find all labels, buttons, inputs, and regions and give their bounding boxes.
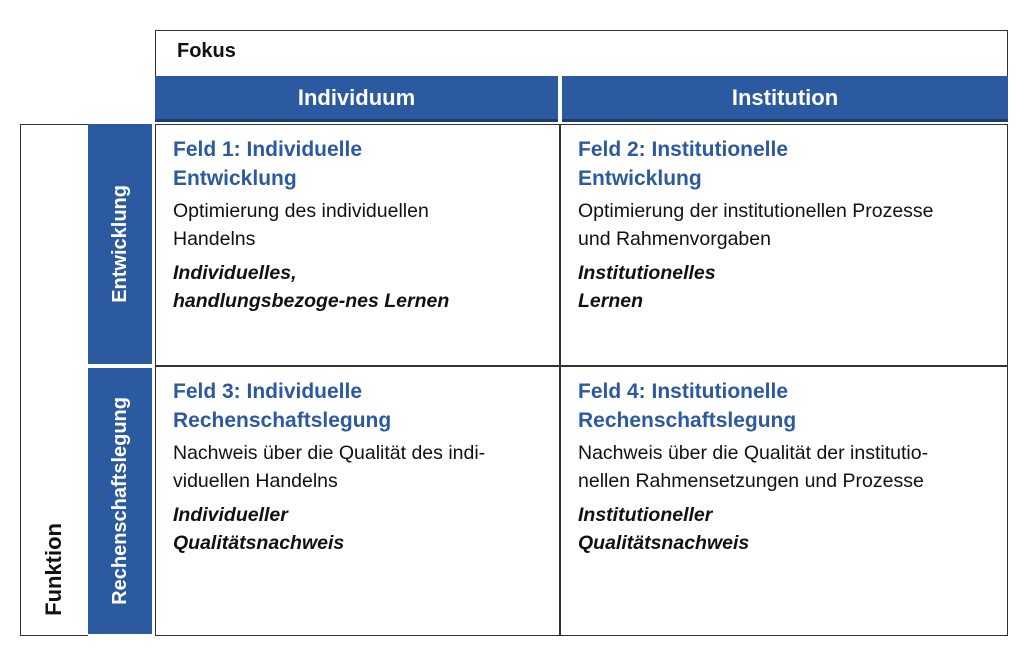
field-learning: Individueller Qualitätsnachweis: [173, 504, 345, 554]
field-description: Optimierung der institutionellen Prozesse und Rahmenvorgaben: [578, 200, 934, 250]
field-learning: Individuelles, handlungsbezoge-nes Lernen: [173, 262, 450, 312]
column-header-individuum: [155, 76, 558, 122]
row-header-entwicklung: [88, 124, 152, 364]
field-title: Feld 1: Individuelle Entwicklung: [173, 138, 363, 190]
column-header-label: Individuum: [297, 84, 416, 110]
fokus-label: Fokus: [177, 40, 236, 62]
field-description: Optimierung des individuellen Handelns: [173, 200, 429, 250]
field-learning: Institutioneller Qualitätsnachweis: [578, 504, 750, 554]
column-header-label: Institution: [731, 84, 839, 110]
field-title: Feld 4: Institutionelle Rechenschaftslegung: [578, 380, 797, 432]
field-description: Nachweis über die Qualität der institutio- nellen Rahmensetzungen und Prozesse: [578, 442, 929, 492]
row-header-label: Entwicklung: [108, 185, 131, 303]
field-cell-1: [155, 124, 560, 366]
row-header-rechenschaftslegung: [88, 368, 152, 634]
fokus-header-box: [155, 30, 1008, 76]
field-cell-2: [560, 124, 1008, 366]
row-header-label: Rechenschaftslegung: [108, 397, 131, 605]
field-cell-3: [155, 366, 560, 636]
column-header-institution: [562, 76, 1008, 122]
field-description: Nachweis über die Qualität des indi- viduellen Handelns: [173, 442, 486, 492]
funktion-label: Funktion: [41, 523, 66, 616]
field-cell-4: [560, 366, 1008, 636]
field-title: Feld 3: Individuelle Rechenschaftslegung: [173, 380, 392, 432]
funktion-label-wrap: [20, 124, 88, 636]
field-learning: Institutionelles Lernen: [578, 262, 716, 312]
field-title: Feld 2: Institutionelle Entwicklung: [578, 138, 789, 190]
